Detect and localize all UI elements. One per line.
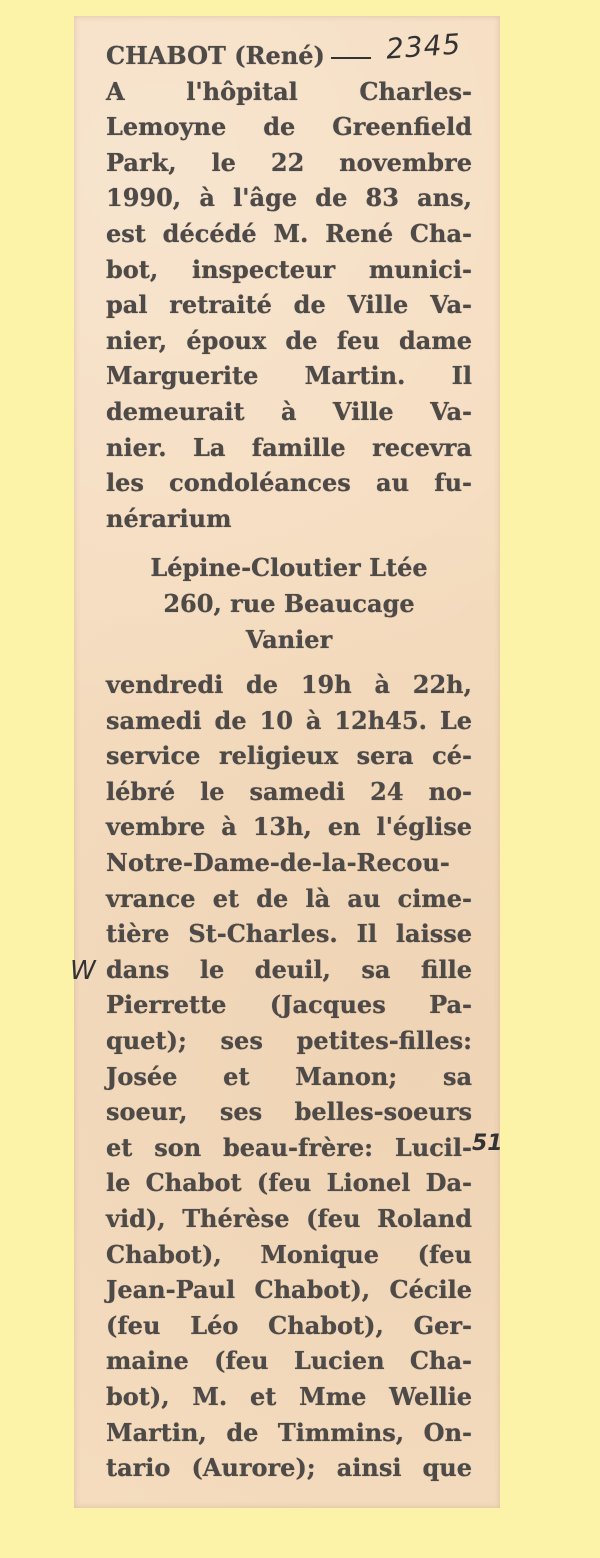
obituary-text-line: et son beau-frère: Lucil- [106,1132,472,1162]
obituary-text-line: pal retraité de Ville Va- [106,290,472,320]
obituary-text-line: Pierrette (Jacques Pa- [106,990,472,1020]
obituary-text-line: est décédé M. René Cha- [106,218,472,248]
obituary-text-line: dans le deuil, sa fille [106,954,472,984]
funeral-home-address [106,550,472,657]
obituary-paragraph-2 [106,667,472,1486]
obituary-text-line: (feu Léo Chabot), Ger- [106,1310,472,1340]
obituary-text-line: vid), Thérèse (feu Roland [106,1204,472,1233]
obituary-text-line: Park, le 22 novembre [106,147,472,177]
obituary-text-line: Lemoyne de Greenfield [106,112,472,142]
obituary-text-line: Marguerite Martin. Il [106,361,472,391]
obituary-text-line: bot, inspecteur munici- [106,254,472,284]
obituary-heading: CHABOT (René) [106,41,325,70]
obituary-text-line: les condoléances au fu- [106,468,472,498]
obituary-text-line: vendredi de 19h à 22h, [106,670,472,700]
obituary-text-line: nier, époux de feu dame [106,325,472,355]
funeral-home-line: Vanier [245,624,333,654]
obituary-text-line: vrance et de là au cime- [106,883,472,913]
obituary-text [106,38,472,1486]
obituary-text-line: tière St-Charles. Il laisse [106,919,472,949]
obituary-text-line: Josée et Manon; sa [106,1061,472,1091]
obituary-text-line: Chabot), Monique (feu [106,1239,472,1269]
obituary-text-line: service religieux sera cé- [106,741,472,771]
obituary-text-line: tario (Aurore); ainsi que [106,1453,472,1483]
handwritten-number: 2345 [384,27,463,66]
obituary-text-line: nérarium [106,503,232,533]
handwritten-margin-number: 51 [472,1131,503,1156]
obituary-text-line: nier. La famille recevra [106,432,472,462]
handwritten-margin-mark: W [70,956,96,986]
obituary-paragraph-1 [106,74,472,537]
obituary-text-line: Jean-Paul Chabot), Cécile [106,1275,472,1305]
obituary-text-line: maine (feu Lucien Cha- [106,1346,472,1376]
obituary-text-line: 1990, à l'âge de 83 ans, [106,183,472,213]
obituary-text-line: le Chabot (feu Lionel Da- [106,1168,472,1198]
obituary-text-line: quet); ses petites-filles: [106,1026,472,1056]
obituary-text-line: demeurait à Ville Va- [106,396,472,426]
obituary-text-line: vembre à 13h, en l'église [106,812,472,842]
handwritten-dash [331,57,371,59]
newspaper-clipping [70,16,503,1508]
obituary-text-line: lébré le samedi 24 no- [106,776,472,806]
obituary-text-line: A l'hôpital Charles- [106,76,472,106]
obituary-text-line: soeur, ses belles-soeurs [106,1097,472,1127]
obituary-text-line: samedi de 10 à 12h45. Le [106,705,472,735]
obituary-text-line: bot), M. et Mme Wellie [106,1381,472,1411]
obituary-text-line: Notre-Dame-de-la-Recou- [106,848,450,878]
funeral-home-line: 260, rue Beaucage [163,588,415,618]
obituary-text-line: Martin, de Timmins, On- [106,1417,472,1447]
funeral-home-line: Lépine-Cloutier Ltée [150,553,428,583]
